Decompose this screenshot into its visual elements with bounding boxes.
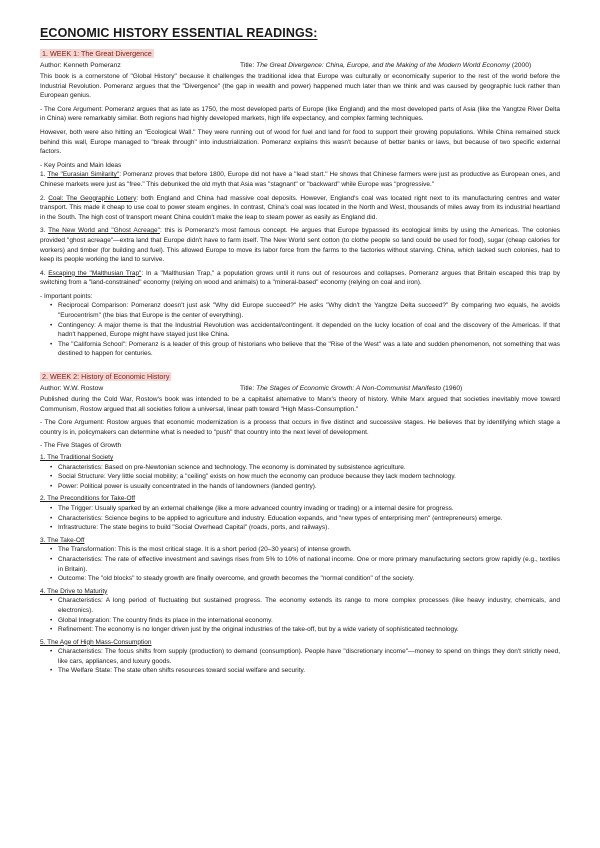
key-point-number: 2. [40, 194, 49, 202]
key-point-item [40, 226, 560, 264]
title-prefix: Title: [240, 62, 257, 69]
stage-title: 3. The Take-Off [40, 536, 85, 544]
week2-meta [40, 384, 560, 393]
stage-title: 2. The Preconditions for Take-Off [40, 495, 136, 503]
week2-five-stages-heading: - The Five Stages of Growth [40, 442, 122, 450]
week1-book-year: (2000) [510, 62, 532, 69]
key-point-term: The "Eurasian Similarity" [47, 171, 120, 179]
stage-list [40, 463, 560, 492]
stage-list [40, 596, 560, 634]
week1-title-ref [240, 61, 531, 70]
stage-title: 4. The Drive to Maturity [40, 587, 108, 595]
stage-point: • Outcome: The "old blocks" to steady growth are finally overcome, and growth becomes the "normal condition" of the society. [50, 574, 560, 584]
stage-point: • Characteristics: Science begins to be applied to agriculture and industry. Education expands, and "new types of enterprising men" (entrepreneurs) emerge. [50, 514, 560, 524]
important-point: • Reciprocal Comparison: Pomeranz doesn't just ask "Why did Europe succeed?" He asks "Why didn't the Yangtze Delta succeed?" By comparing two equals, he avoids "Eurocentrism" (the bias that Europe is the center of everything). [50, 301, 560, 320]
week2-intro: Published during the Cold War, Rostow's book was intended to be a capitalist alternative to Marx's theory of history. While Marx argued that societies inevitably move toward Communism, Rostow argued that all societies follow a universal, linear path toward "High Mass-Consumption." [40, 396, 560, 413]
key-point-item [40, 170, 560, 189]
key-point-number: 1. [40, 171, 48, 179]
week2-author: Author: W.W. Rostow [40, 385, 104, 393]
key-point-term: Coal: The Geographic Lottery [48, 194, 137, 202]
week2-label: 2. WEEK 2: History of Economic History [42, 372, 170, 382]
key-point-item [40, 269, 560, 288]
stage-list [40, 545, 560, 583]
document-title: ECONOMIC HISTORY ESSENTIAL READINGS: [40, 26, 318, 40]
stage-block [40, 536, 560, 584]
stage-point: • Infrastructure: The state begins to build "Social Overhead Capital" (roads, ports, and railways). [50, 523, 560, 533]
stage-point: • Power: Political power is usually concentrated in the hands of landowners (landed gentry). [50, 482, 560, 492]
stage-point: • Characteristics: Based on pre-Newtonian science and technology. The economy is dominated by subsistence agriculture. [50, 463, 560, 473]
key-point-text: : Pomeranz proves that before 1800, Europe did not have a "lead start." He shows that Chinese farmers were just as productive as European ones, and Chinese markets were just as "free." This debunked the old myth that Asia was "stagnant" or "backward" while Europe was "progressive." [40, 171, 561, 188]
week1-important-heading: - Important points: [40, 292, 93, 300]
stage-list [40, 504, 560, 533]
stage-point: • Characteristics: A long period of fluctuating but sustained progress. The economy extends its range to more complex processes (like heavy industry, chemicals, and electronics). [50, 596, 560, 615]
stage-point: • Characteristics: The rate of effective investment and savings rises from 5% to 10% of national income. One or more primary manufacturing sectors grow rapidly (e.g., textiles in Britain). [50, 555, 560, 574]
week1-core-argument: - The Core Argument: Pomeranz argues that as late as 1750, the most developed parts of Europe (like England) and the most developed parts of Asia (like the Yangtze River Delta in China) were remarkably similar. Both regions had highly developed markets, high life expectancy, and complex farming techniques. [40, 105, 560, 123]
week1-meta [40, 61, 560, 70]
week1-important-list [40, 301, 560, 359]
week1-ecological-wall: However, both were also hitting an "Ecological Wall." They were running out of wood for fuel and land for food to support their growing populations. While China remained stuck behind this wall, Europe managed to "break through" into industrialization. Pomeranz explains this wasn't because of better banks or laws, but because of two specific external factors. [40, 128, 560, 156]
key-point-number: 3. [40, 227, 49, 235]
stage-list [40, 647, 560, 676]
stage-point: • The Transformation: This is the most critical stage. It is a short period (20–30 years) of intense growth. [50, 545, 560, 555]
week1-key-points [40, 170, 560, 288]
stage-title: 1. The Traditional Society [40, 454, 114, 461]
important-point: • Contingency: A major theme is that the Industrial Revolution was accidental/contingent. It depended on the lucky location of coal and the discovery of the Americas. If that hadn't happened, Europe might have stayed just like China. [50, 321, 560, 340]
stage-block [40, 587, 560, 635]
title-prefix: Title: [240, 385, 257, 393]
key-point-number: 4. [40, 269, 49, 277]
stage-block [40, 638, 560, 676]
key-point-text: : both England and China had massive coal deposits. However, England's coal was located right next to its manufacturing centres and water transport. This made it cheap to use coal to power steam engines. In contrast, China's coal was located in the North and West, thousands of miles away from its industrial heartland in the South. The high cost of transport meant China couldn't make the leap to steam power as easily as England did. [40, 194, 561, 221]
key-point-term: Escaping the "Malthusian Trap" [48, 269, 142, 277]
week2-book-year: (1960) [441, 385, 463, 393]
key-point-text: : this is Pomeranz's most famous concept. He argues that Europe bypassed its ecological limits by using the Americas. The colonies provided "ghost acreage"—extra land that Europe didn't have to farm itself. The New World sent cotton (to clothe people so land could be used for food), sugar (cheap calories for workers) and timber (for building and fuel). This allowed Europe to move its labor force from the farms to the factories without starving. China, which lacked such colonies, had to keep its people working the land to survive. [40, 227, 561, 264]
key-point-term: The New World and "Ghost Acreage" [48, 227, 160, 235]
important-point: • The "California School": Pomeranz is a leader of this group of historians who believe that the "Rise of the West" was a late and sudden phenomenon, not something that was destined to happen for centuries. [50, 340, 560, 359]
week1-section [40, 43, 560, 359]
week1-book-title: The Great Divergence: China, Europe, and the Making of the Modern World Economy [256, 62, 510, 69]
week2-title-ref [240, 384, 462, 393]
week1-author: Author: Kenneth Pomeranz [40, 62, 121, 69]
stage-point: • Global Integration: The country finds its place in the international economy. [50, 616, 560, 626]
week2-book-title: The Stages of Economic Growth: A Non-Communist Manifesto [256, 385, 442, 393]
key-point-item [40, 194, 560, 223]
stage-point: • Characteristics: The focus shifts from supply (production) to demand (consumption). People have "discretionary income"—money to spend on things they don't strictly need, like cars, appliances, and luxury goods. [50, 647, 560, 666]
week1-label: 1. WEEK 1: The Great Divergence [42, 49, 152, 58]
key-point-text: : In a "Malthusian Trap," a population grows until it runs out of resources and collapses. Pomeranz argues that Britain escaped this trap by switching from a "land-constrained" economy (relying on wood and animals) to a "mineral-based" economy (relying on coal and iron). [40, 269, 560, 287]
week1-intro: This book is a cornerstone of "Global History" because it challenges the traditional idea that Europe was culturally or economically superior to the rest of the world before the Industrial Revolution. Pomeranz argues that the "Divergence" (the gap in wealth and power) happened much later than we think and was caused by geographic luck rather than European genius. [40, 73, 560, 100]
stage-point: • Social Structure: Very little social mobility; a "ceiling" exists on how much the economy can produce because they lack modern technology. [50, 472, 560, 482]
stage-point: • The Welfare State: The state often shifts resources toward social welfare and security. [50, 666, 560, 676]
stage-block [40, 453, 560, 491]
stage-point: • The Trigger: Usually sparked by an external challenge (like a more advanced country invading or trading) or a internal desire for progress. [50, 504, 560, 514]
stage-point: • Refinement: The economy is no longer driven just by the original industries of the take-off, but by a wide variety of sophisticated technology. [50, 625, 560, 635]
week2-section [40, 366, 560, 676]
week2-core-argument: - The Core Argument: Rostow argues that economic modernization is a process that occurs in five distinct and successive stages. He believes that by identifying which stage a country is in, policymakers can determine what is needed to "push" that country into the next level of development. [40, 419, 560, 436]
week1-key-points-heading: - Key Points and Main Ideas [40, 161, 122, 169]
stage-title: 5. The Age of High Mass-Consumption [40, 638, 152, 646]
stage-block [40, 494, 560, 532]
